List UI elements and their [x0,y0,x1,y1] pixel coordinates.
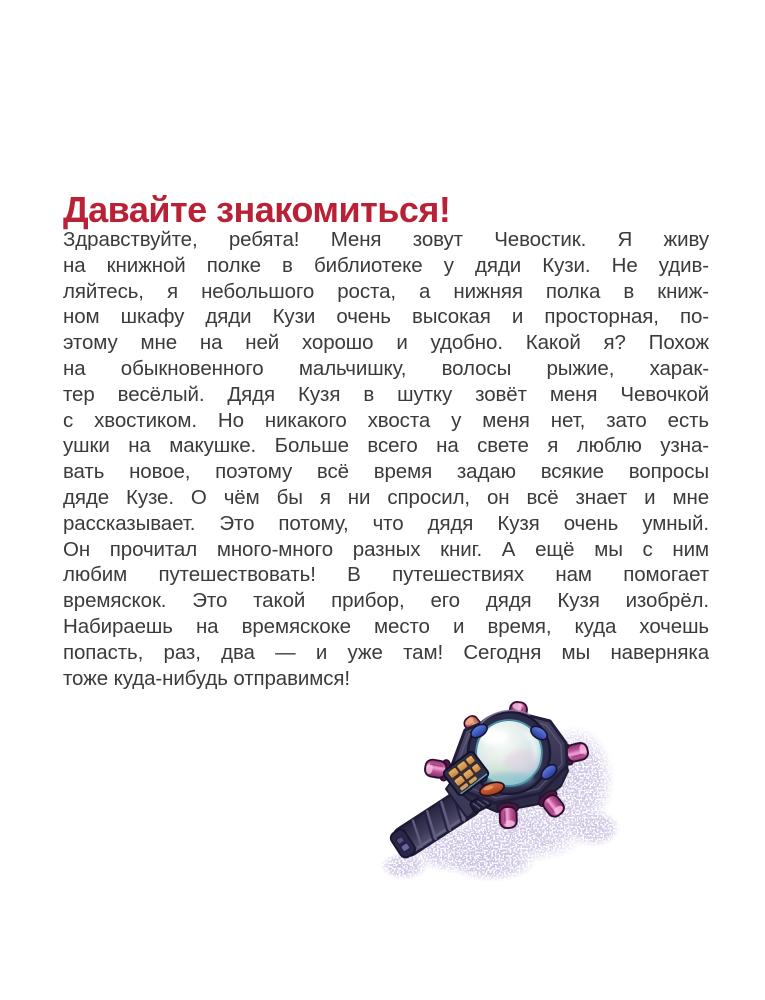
timejumper-svg [370,690,660,920]
timejumper-illustration [370,690,660,920]
paragraph-line: ушки на макушке. Больше всего на свете я люблю узна- [63,434,709,458]
paragraph-line: дяде Кузе. О чём бы я ни спросил, он всё знает и мне [63,485,709,509]
paragraph-line: рассказывает. Это потому, что дядя Кузя очень умный. [63,511,709,535]
page-title: Давайте знакомиться! [63,189,451,231]
paragraph-line: времяскок. Это такой прибор, его дядя Кузя изобрёл. [63,589,709,613]
paragraph-line: этому мне на ней хорошо и удобно. Какой я? Похож [63,331,709,355]
knob-bottom [497,802,519,828]
paragraph-line: тер весёлый. Дядя Кузя в шутку зовёт меня Чевочкой [63,382,709,406]
paragraph-line: тоже куда-нибудь отправимся! [63,666,350,690]
paragraph-line: с хвостиком. Но никакого хвоста у меня нет, зато есть [63,408,709,432]
paragraph-line: ляйтесь, я небольшого роста, а нижняя полка в книж- [63,279,709,303]
paragraph-line: ном шкафу дяди Кузи очень высокая и просторная, по- [63,305,709,329]
paragraph-line: на книжной полке в библиотеке у дяди Кузи. Не удив- [63,253,709,277]
paragraph-line: на обыкновенного мальчишку, волосы рыжие, харак- [63,356,709,380]
body-paragraph [63,227,709,691]
paragraph-line: Набираешь на времяскоке место и время, куда хочешь [63,614,709,638]
paragraph-line: попасть, раз, два — и уже там! Сегодня мы наверняка [63,640,709,664]
paragraph-line: любим путешествовать! В путешествиях нам помогает [63,563,709,587]
paragraph-line: Здравствуйте, ребята! Меня зовут Чевостик. Я живу [63,228,709,251]
paragraph-line: вать новое, поэтому всё время задаю всякие вопросы [63,460,709,484]
paragraph-line: Он прочитал много-много разных книг. А ещё мы с ним [63,537,709,561]
